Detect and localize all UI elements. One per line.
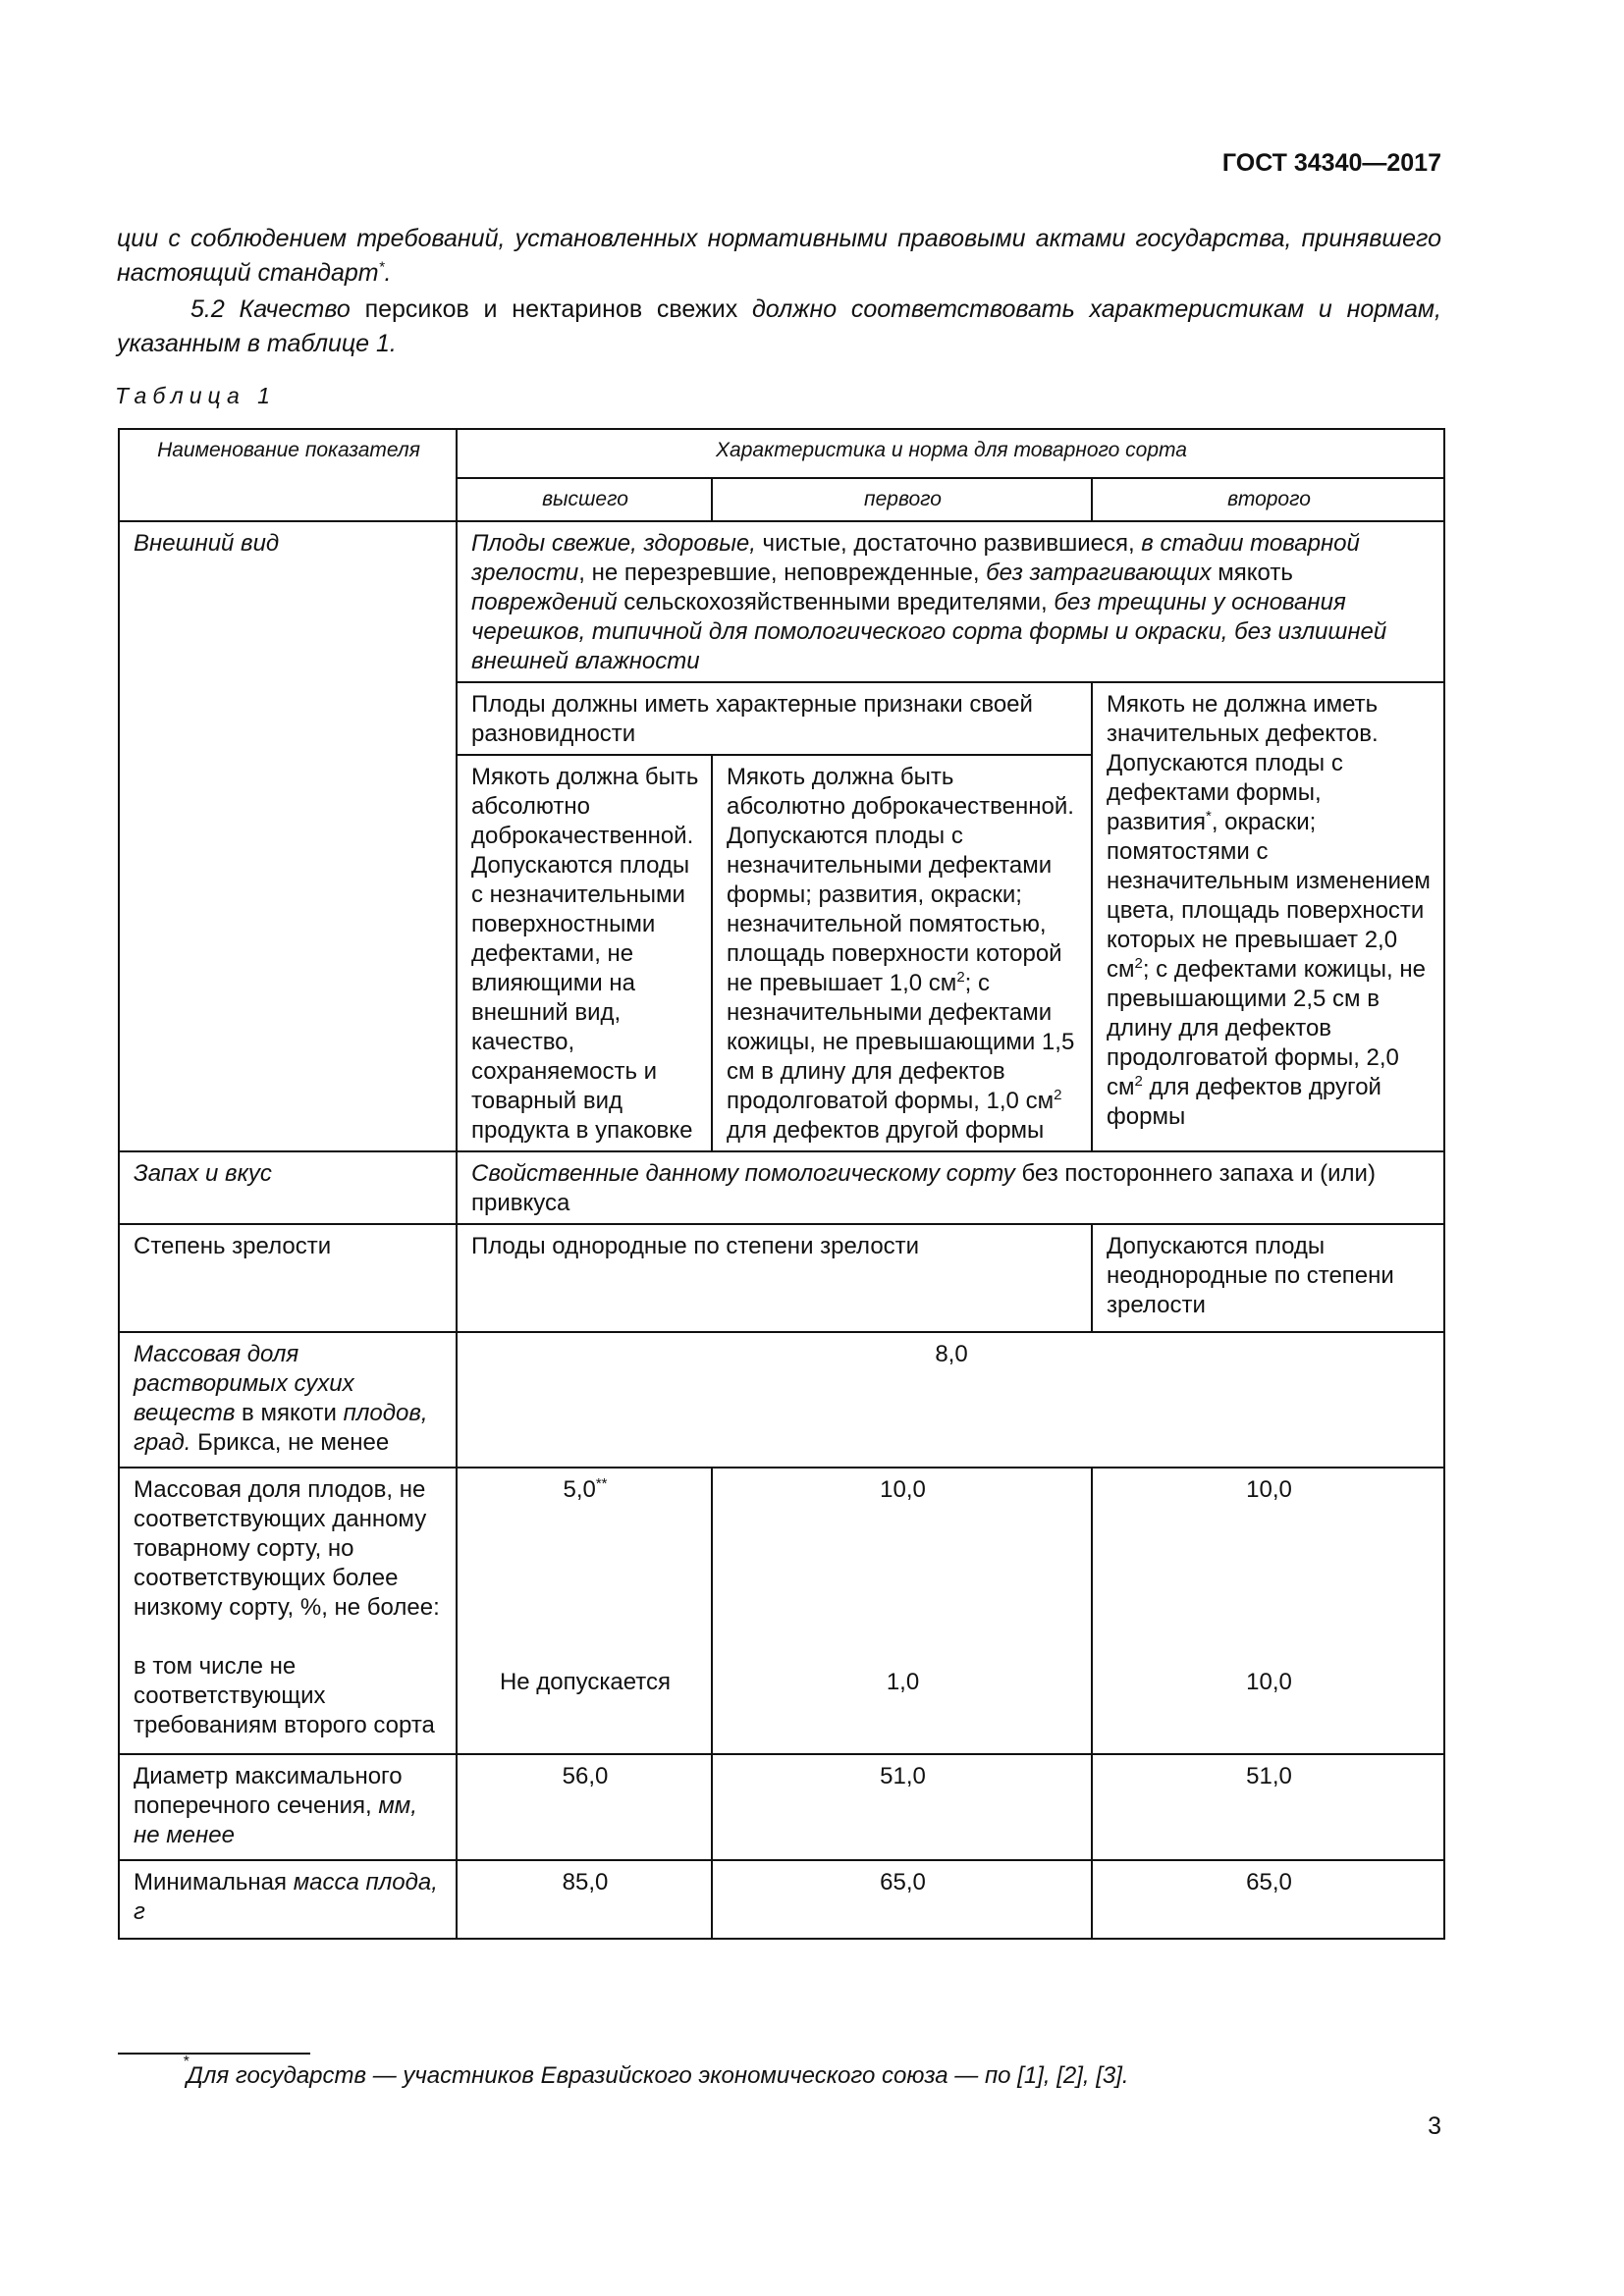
smell-value — [457, 1151, 1444, 1224]
text-span: Плоды свежие, здоровые, — [471, 530, 756, 557]
appearance-common — [457, 521, 1444, 682]
footnote-ref: ** — [595, 1475, 608, 1492]
footnote-mark: * — [183, 2054, 189, 2070]
header-grade-second: второго — [1092, 478, 1444, 521]
text-span: , окраски; помятостями с незначительным изменением цвета, площадь поверхности которых не превышает 2,0 см — [1107, 809, 1431, 983]
text-span: в том числе не соответствующих требованиям второго сорта — [134, 1653, 435, 1738]
text-span: масса плода, г — [134, 1869, 438, 1925]
appearance-grade-first — [712, 755, 1092, 1151]
footnote-text: Для государств — участников Евразийского экономического союза — по [1], [2], [3]. — [187, 2062, 1129, 2089]
text-span: без затрагивающих — [986, 560, 1212, 586]
ripeness-grade-second: Допускаются плоды неоднородные по степени зрелости — [1092, 1224, 1444, 1332]
text-span: ; с дефектами кожицы, не превышающими 2,5 см в длину для дефектов продолговатой формы, 2,0 см — [1107, 956, 1426, 1100]
text-span: без трещины у основания черешков, типичной для помологического сорта формы и окраски, без излишней внешней влажности — [471, 589, 1387, 674]
document-code: ГОСТ 34340—2017 — [1221, 149, 1441, 177]
text-span: Мякоть не должна иметь значительных дефектов. Допускаются плоды с дефектами формы, развития — [1107, 691, 1379, 835]
min-mass-grade-highest: 85,0 — [457, 1860, 712, 1939]
header-grade-first: первого — [712, 478, 1092, 521]
mass-share-grade-highest — [457, 1468, 712, 1754]
min-mass-grade-first: 65,0 — [712, 1860, 1092, 1939]
text-span: мякоть — [1211, 560, 1293, 586]
footnote-ref: * — [1205, 808, 1212, 825]
text-span: Свойственные данному помологическому сорту — [471, 1160, 1015, 1187]
paragraph-5-2 — [117, 293, 1441, 361]
text-span: Мякоть должна быть абсолютно доброкачественной. Допускаются плоды с незначительными дефектами формы; развития, окраски; незначительной помятостью, площадь поверхности которой не превышает 1,0 см — [727, 764, 1074, 996]
appearance-grade-second — [1092, 682, 1444, 1151]
superscript: 2 — [956, 969, 965, 986]
row-label-solids — [119, 1332, 457, 1468]
appearance-signs: Плоды должны иметь характерные признаки своей разновидности — [457, 682, 1092, 755]
value-sub: Не допускается — [499, 1669, 672, 1695]
value-main: 10,0 — [880, 1476, 926, 1503]
header-grade-highest: высшего — [457, 478, 712, 521]
requirements-table — [118, 428, 1445, 1940]
min-mass-grade-second: 65,0 — [1092, 1860, 1444, 1939]
row-label-smell: Запах и вкус — [119, 1151, 457, 1224]
footnote-rule — [118, 2053, 310, 2055]
superscript: 2 — [1134, 1073, 1143, 1090]
paragraph-text: должно соответствовать характеристикам и нормам, указанным в таблице 1. — [117, 295, 1441, 357]
text-span: Минимальная — [134, 1869, 294, 1896]
value-sub: 1,0 — [886, 1669, 920, 1695]
footnote-ref: * — [378, 258, 385, 276]
text-span: сельскохозяйственными вредителями, — [617, 589, 1055, 615]
row-label-mass-share — [119, 1468, 457, 1754]
diameter-grade-second: 51,0 — [1092, 1754, 1444, 1860]
text-span: без постороннего запаха и (или) привкуса — [471, 1160, 1376, 1216]
text-span: ; с незначительными дефектами кожицы, не превышающими 1,5 см в длину для дефектов продолговатой формы, 1,0 см — [727, 970, 1075, 1114]
diameter-grade-first: 51,0 — [712, 1754, 1092, 1860]
value-main: 10,0 — [1246, 1476, 1292, 1503]
appearance-grade-highest: Мякоть должна быть абсолютно доброкачественной. Допускаются плоды с незначительными поверхностными дефектами, не влияющими на внешний вид, качество, сохраняемость и товарный вид продукта в упаковке — [457, 755, 712, 1151]
paragraph-text: персиков и нектаринов свежих — [364, 295, 738, 323]
mass-share-grade-second — [1092, 1468, 1444, 1754]
superscript: 2 — [1134, 955, 1143, 972]
text-span: Массовая доля растворимых сухих веществ — [134, 1341, 354, 1426]
table-caption: Таблица 1 — [115, 383, 276, 408]
text-span: в мякоти — [235, 1400, 344, 1426]
text-span: Диаметр максимального поперечного сечения, — [134, 1763, 403, 1819]
row-label-appearance: Внешний вид — [119, 521, 457, 1151]
text-span: , не перезревшие, неповрежденные, — [578, 560, 987, 586]
row-label-ripeness: Степень зрелости — [119, 1224, 457, 1332]
paragraph-text: ции с соблюдением требований, установленных нормативными правовыми актами государства, принявшего настоящий стандарт — [117, 225, 1441, 287]
text-span: плодов, град. — [134, 1400, 428, 1456]
superscript: 2 — [1054, 1087, 1062, 1103]
header-indicator: Наименование показателя — [119, 429, 457, 521]
mass-share-grade-first — [712, 1468, 1092, 1754]
text-span: для дефектов другой формы — [1107, 1074, 1381, 1130]
value-main — [471, 1475, 699, 1668]
header-grade-group: Характеристика и норма для товарного сорта — [457, 429, 1444, 478]
text-span: Брикса, не менее — [190, 1429, 390, 1456]
row-label-min-mass — [119, 1860, 457, 1939]
text-span: для дефектов другой формы — [727, 1117, 1045, 1144]
text-span: чистые, достаточно развившиеся, — [755, 530, 1142, 557]
text-span: в стадии товарной зрелости — [471, 530, 1360, 586]
value: 5,0 — [563, 1476, 596, 1503]
row-label-diameter — [119, 1754, 457, 1860]
page-number: 3 — [1428, 2112, 1441, 2140]
diameter-grade-highest: 56,0 — [457, 1754, 712, 1860]
ripeness-grades-1-2: Плоды однородные по степени зрелости — [457, 1224, 1092, 1332]
text-span: Массовая доля плодов, не соответствующих данному товарному сорту, но соответствующих более низкому сорту, %, не более: — [134, 1476, 440, 1621]
text-span: мм, не менее — [134, 1792, 417, 1848]
paragraph-text: Качество — [239, 295, 351, 323]
solids-value: 8,0 — [457, 1332, 1444, 1468]
paragraph-continuation — [117, 222, 1441, 291]
clause-number: 5.2 — [190, 295, 225, 323]
paragraph-end: . — [384, 259, 392, 287]
value-sub: 10,0 — [1246, 1669, 1292, 1695]
text-span: повреждений — [471, 589, 618, 615]
